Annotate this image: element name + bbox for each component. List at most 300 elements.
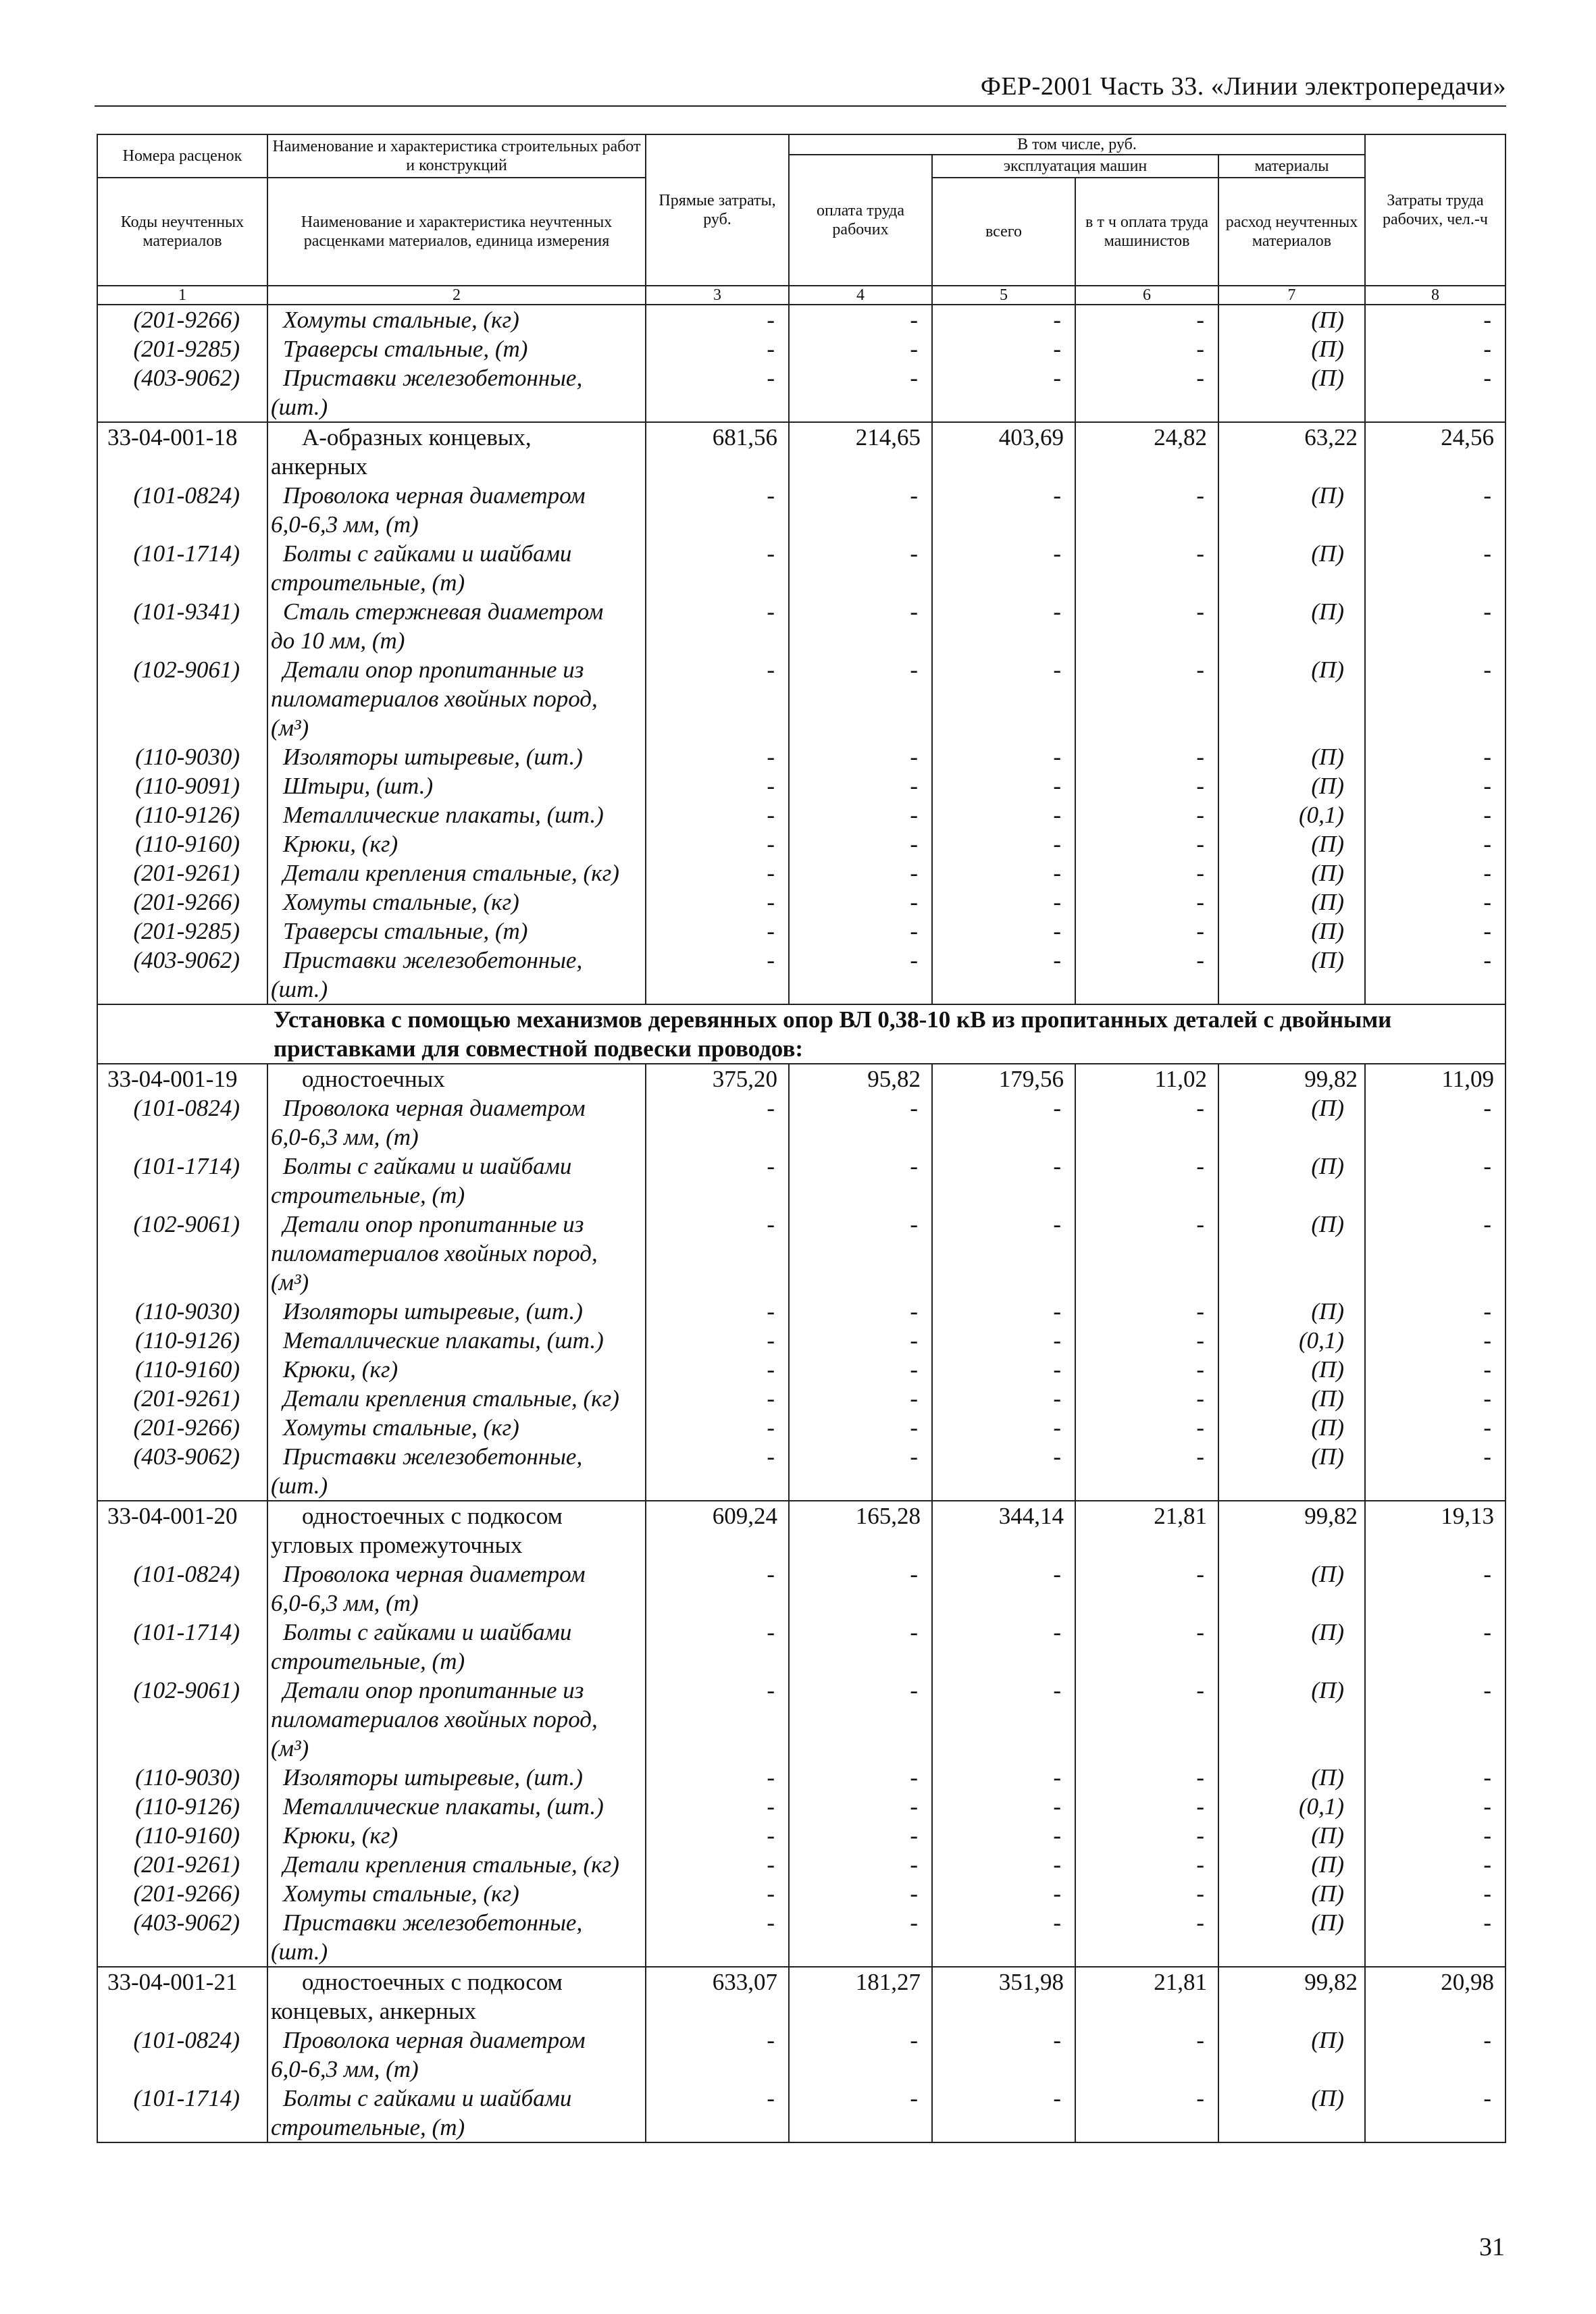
header-material-codes: Коды неучтенных материалов [97, 178, 267, 286]
labor-costs: - [1365, 2026, 1505, 2084]
name-line: Приставки железобетонные, [283, 947, 583, 973]
direct-cost: - [646, 1326, 789, 1355]
name-line: Изоляторы штыревые, (шт.) [283, 1764, 583, 1791]
machinists-pay: - [1075, 539, 1218, 597]
name-line: Проволока черная диаметром [283, 1095, 586, 1121]
labor-costs: - [1365, 363, 1505, 422]
direct-cost: - [646, 1297, 789, 1326]
machinists-pay: - [1075, 1094, 1218, 1152]
material-code: (102-9061) [97, 655, 267, 742]
direct-cost: - [646, 917, 789, 946]
direct-cost: - [646, 363, 789, 422]
worker-pay: - [789, 2026, 932, 2084]
machinists-pay: - [1075, 1413, 1218, 1442]
name-line: Изоляторы штыревые, (шт.) [283, 1298, 583, 1325]
direct-cost: - [646, 1850, 789, 1879]
name-line: Приставки железобетонные, [283, 1443, 583, 1470]
worker-pay: - [789, 917, 932, 946]
material-row [97, 2084, 1505, 2142]
material-name [267, 2084, 646, 2142]
materials: (П) [1218, 1413, 1365, 1442]
worker-pay: - [789, 742, 932, 771]
direct-cost: - [646, 858, 789, 888]
machines-total: - [932, 1879, 1075, 1908]
name-line: Детали опор пропитанные из [283, 1677, 584, 1703]
labor-costs: - [1365, 1763, 1505, 1792]
material-name [267, 1384, 646, 1413]
material-code: (201-9261) [97, 1384, 267, 1413]
material-code: (201-9266) [97, 888, 267, 917]
name-line: Хомуты стальные, (кг) [283, 1414, 519, 1441]
column-number: 3 [646, 286, 789, 305]
name-line: Сталь стержневая диаметром [283, 598, 604, 625]
materials: (П) [1218, 1355, 1365, 1384]
name-line: Штыри, (шт.) [283, 773, 434, 799]
material-row [97, 1792, 1505, 1821]
worker-pay: - [789, 1094, 932, 1152]
worker-pay: - [789, 1355, 932, 1384]
machinists-pay: 11,02 [1075, 1064, 1218, 1094]
name-line: (м³) [271, 1735, 309, 1762]
material-code: (110-9030) [97, 1297, 267, 1326]
header-machines: эксплуатация машин [932, 155, 1218, 178]
worker-pay: 214,65 [789, 422, 932, 481]
name-line: Болты с гайками и шайбами [283, 1619, 572, 1645]
material-code: (101-0824) [97, 2026, 267, 2084]
worker-pay: - [789, 1384, 932, 1413]
header-worker-pay: оплата труда рабочих [789, 155, 932, 286]
materials: (П) [1218, 597, 1365, 655]
worker-pay: - [789, 1908, 932, 1967]
materials: (0,1) [1218, 800, 1365, 829]
rate-row [97, 1064, 1505, 1094]
name-line: до 10 мм, (т) [271, 627, 405, 654]
materials: (П) [1218, 1384, 1365, 1413]
header-material-consumption: расход неучтенных материалов [1218, 178, 1365, 286]
material-row [97, 1908, 1505, 1967]
machines-total: 344,14 [932, 1501, 1075, 1560]
machinists-pay: - [1075, 1763, 1218, 1792]
name-line: Металлические плакаты, (шт.) [283, 1327, 604, 1354]
machines-total: - [932, 655, 1075, 742]
direct-cost: - [646, 771, 789, 800]
machines-total: - [932, 917, 1075, 946]
machines-total: - [932, 888, 1075, 917]
labor-costs: - [1365, 1560, 1505, 1618]
machines-total: - [932, 1618, 1075, 1676]
direct-cost: 633,07 [646, 1967, 789, 2026]
material-name [267, 1792, 646, 1821]
machines-total: - [932, 1792, 1075, 1821]
machinists-pay: - [1075, 1297, 1218, 1326]
rate-number: 33-04-001-19 [97, 1064, 267, 1094]
materials: (П) [1218, 334, 1365, 363]
header-work-name: Наименование и характеристика строительных работ и конструкций [267, 134, 646, 178]
machinists-pay: - [1075, 829, 1218, 858]
material-name [267, 2026, 646, 2084]
direct-cost: - [646, 946, 789, 1004]
page-number: 31 [1479, 2233, 1505, 2261]
materials: (П) [1218, 1618, 1365, 1676]
materials: 99,82 [1218, 1967, 1365, 2026]
machines-total: 179,56 [932, 1064, 1075, 1094]
name-line: строительные, (т) [271, 569, 465, 596]
name-line: Металлические плакаты, (шт.) [283, 1793, 604, 1820]
material-row [97, 888, 1505, 917]
name-line: Приставки железобетонные, [283, 1909, 583, 1936]
work-name [267, 422, 646, 481]
labor-costs: - [1365, 1879, 1505, 1908]
column-number: 1 [97, 286, 267, 305]
direct-cost: - [646, 2026, 789, 2084]
labor-costs: - [1365, 1442, 1505, 1501]
materials: 99,82 [1218, 1064, 1365, 1094]
machines-total: - [932, 1821, 1075, 1850]
name-line: Изоляторы штыревые, (шт.) [283, 744, 583, 770]
direct-cost: - [646, 305, 789, 334]
material-name [267, 946, 646, 1004]
material-name [267, 1850, 646, 1879]
machinists-pay: - [1075, 305, 1218, 334]
name-line: Проволока черная диаметром [283, 1561, 586, 1587]
worker-pay: - [789, 1326, 932, 1355]
materials: (0,1) [1218, 1326, 1365, 1355]
material-code: (201-9266) [97, 1879, 267, 1908]
materials: (П) [1218, 917, 1365, 946]
materials: (П) [1218, 771, 1365, 800]
column-number: 2 [267, 286, 646, 305]
worker-pay: - [789, 305, 932, 334]
material-name [267, 888, 646, 917]
machinists-pay: - [1075, 1821, 1218, 1850]
machinists-pay: - [1075, 1326, 1218, 1355]
materials: (П) [1218, 655, 1365, 742]
material-row [97, 1355, 1505, 1384]
machines-total: - [932, 597, 1075, 655]
machines-total: - [932, 1326, 1075, 1355]
material-code: (403-9062) [97, 363, 267, 422]
worker-pay: 181,27 [789, 1967, 932, 2026]
materials: (П) [1218, 305, 1365, 334]
machinists-pay: - [1075, 655, 1218, 742]
name-line: одностоечных с подкосом [302, 1503, 563, 1529]
name-line: Детали опор пропитанные из [283, 657, 584, 683]
machinists-pay: - [1075, 1850, 1218, 1879]
direct-cost: - [646, 1413, 789, 1442]
worker-pay: - [789, 363, 932, 422]
material-code: (201-9261) [97, 858, 267, 888]
labor-costs: - [1365, 1908, 1505, 1967]
material-name [267, 1355, 646, 1384]
worker-pay: - [789, 829, 932, 858]
labor-costs: - [1365, 2084, 1505, 2142]
section-heading-line: приставками для совместной подвески проводов: [274, 1035, 803, 1062]
labor-costs: 20,98 [1365, 1967, 1505, 2026]
header-material-names: Наименование и характеристика неучтенных расценками материалов, единица измерения [267, 178, 646, 286]
material-row [97, 305, 1505, 334]
material-row [97, 771, 1505, 800]
material-code: (101-1714) [97, 1152, 267, 1210]
labor-costs: - [1365, 771, 1505, 800]
machines-total: - [932, 363, 1075, 422]
material-row [97, 1413, 1505, 1442]
materials: (П) [1218, 2026, 1365, 2084]
machines-total: - [932, 829, 1075, 858]
labor-costs: - [1365, 1821, 1505, 1850]
material-code: (102-9061) [97, 1676, 267, 1763]
labor-costs: - [1365, 1413, 1505, 1442]
name-line: строительные, (т) [271, 1648, 465, 1674]
materials: (П) [1218, 1297, 1365, 1326]
machinists-pay: - [1075, 363, 1218, 422]
machinists-pay: - [1075, 888, 1218, 917]
material-name [267, 1442, 646, 1501]
machinists-pay: - [1075, 742, 1218, 771]
worker-pay: - [789, 1297, 932, 1326]
direct-cost: - [646, 1908, 789, 1967]
material-row [97, 1152, 1505, 1210]
material-code: (201-9266) [97, 305, 267, 334]
machinists-pay: - [1075, 1792, 1218, 1821]
direct-cost: - [646, 1618, 789, 1676]
direct-cost: - [646, 1560, 789, 1618]
materials: (П) [1218, 1879, 1365, 1908]
header-direct-costs: Прямые затраты, руб. [646, 134, 789, 286]
worker-pay: - [789, 334, 932, 363]
material-code: (110-9126) [97, 1792, 267, 1821]
name-line: строительные, (т) [271, 1182, 465, 1208]
name-line: Металлические плакаты, (шт.) [283, 802, 604, 828]
direct-cost: - [646, 2084, 789, 2142]
material-code: (110-9160) [97, 829, 267, 858]
machines-total: - [932, 539, 1075, 597]
worker-pay: - [789, 1676, 932, 1763]
machinists-pay: - [1075, 1676, 1218, 1763]
material-code: (102-9061) [97, 1210, 267, 1297]
material-name [267, 1763, 646, 1792]
materials: (П) [1218, 742, 1365, 771]
material-row [97, 800, 1505, 829]
material-name [267, 1618, 646, 1676]
material-row [97, 742, 1505, 771]
name-line: Траверсы стальные, (т) [283, 918, 528, 944]
worker-pay: - [789, 858, 932, 888]
materials: (П) [1218, 829, 1365, 858]
labor-costs: - [1365, 305, 1505, 334]
worker-pay: - [789, 800, 932, 829]
materials: (П) [1218, 858, 1365, 888]
machinists-pay: - [1075, 334, 1218, 363]
worker-pay: - [789, 1792, 932, 1821]
materials: (П) [1218, 363, 1365, 422]
machines-total: - [932, 1442, 1075, 1501]
labor-costs: - [1365, 1152, 1505, 1210]
labor-costs: 24,56 [1365, 422, 1505, 481]
machines-total: 403,69 [932, 422, 1075, 481]
name-line: концевых, анкерных [271, 1998, 476, 2024]
machines-total: - [932, 481, 1075, 539]
material-name [267, 1152, 646, 1210]
material-name [267, 1210, 646, 1297]
material-name [267, 539, 646, 597]
material-name [267, 597, 646, 655]
material-name [267, 1326, 646, 1355]
labor-costs: - [1365, 597, 1505, 655]
material-name [267, 334, 646, 363]
labor-costs: - [1365, 742, 1505, 771]
direct-cost: - [646, 597, 789, 655]
labor-costs: - [1365, 1618, 1505, 1676]
material-code: (101-1714) [97, 2084, 267, 2142]
direct-cost: - [646, 1355, 789, 1384]
worker-pay: - [789, 1821, 932, 1850]
column-number: 7 [1218, 286, 1365, 305]
material-row [97, 829, 1505, 858]
labor-costs: - [1365, 858, 1505, 888]
direct-cost: 375,20 [646, 1064, 789, 1094]
name-line: Хомуты стальные, (кг) [283, 889, 519, 915]
name-line: А-образных концевых, [302, 424, 532, 451]
worker-pay: - [789, 1879, 932, 1908]
worker-pay: - [789, 1850, 932, 1879]
direct-cost: - [646, 829, 789, 858]
material-code: (110-9091) [97, 771, 267, 800]
name-line: Крюки, (кг) [283, 1356, 398, 1383]
name-line: (шт.) [271, 394, 328, 420]
material-row [97, 334, 1505, 363]
direct-cost: - [646, 655, 789, 742]
materials: (П) [1218, 1763, 1365, 1792]
rates-table [97, 134, 1506, 2143]
material-row [97, 539, 1505, 597]
machinists-pay: - [1075, 1879, 1218, 1908]
machines-total: - [932, 1413, 1075, 1442]
machinists-pay: 24,82 [1075, 422, 1218, 481]
worker-pay: - [789, 1413, 932, 1442]
machines-total: 351,98 [932, 1967, 1075, 2026]
name-line: 6,0-6,3 мм, (т) [271, 1590, 419, 1616]
material-row [97, 1879, 1505, 1908]
rate-row [97, 1501, 1505, 1560]
name-line: (шт.) [271, 976, 328, 1002]
worker-pay: - [789, 1210, 932, 1297]
material-name [267, 305, 646, 334]
name-line: Детали крепления стальные, (кг) [283, 1385, 619, 1412]
name-line: Хомуты стальные, (кг) [283, 307, 519, 333]
material-code: (101-0824) [97, 1560, 267, 1618]
materials: 63,22 [1218, 422, 1365, 481]
material-code: (201-9285) [97, 334, 267, 363]
direct-cost: - [646, 334, 789, 363]
material-code: (101-9341) [97, 597, 267, 655]
direct-cost: - [646, 1384, 789, 1413]
material-code: (110-9160) [97, 1821, 267, 1850]
name-line: пиломатериалов хвойных пород, [271, 1706, 598, 1732]
labor-costs: - [1365, 1297, 1505, 1326]
header-including: В том числе, руб. [789, 134, 1365, 155]
worker-pay: 95,82 [789, 1064, 932, 1094]
name-line: Болты с гайками и шайбами [283, 1153, 572, 1179]
machines-total: - [932, 800, 1075, 829]
labor-costs: - [1365, 1094, 1505, 1152]
work-name [267, 1967, 646, 2026]
direct-cost: 681,56 [646, 422, 789, 481]
materials: (П) [1218, 1850, 1365, 1879]
machines-total: - [932, 1908, 1075, 1967]
column-number: 6 [1075, 286, 1218, 305]
rate-row [97, 422, 1505, 481]
machines-total: - [932, 334, 1075, 363]
rate-row [97, 1967, 1505, 2026]
header-materials: материалы [1218, 155, 1365, 178]
labor-costs: - [1365, 1850, 1505, 1879]
direct-cost: - [646, 1094, 789, 1152]
column-numbers-row [97, 286, 1505, 305]
machinists-pay: - [1075, 481, 1218, 539]
machines-total: - [932, 1676, 1075, 1763]
material-row [97, 1297, 1505, 1326]
machinists-pay: - [1075, 1384, 1218, 1413]
material-code: (403-9062) [97, 1442, 267, 1501]
material-code: (110-9126) [97, 800, 267, 829]
page-header [95, 72, 1506, 107]
material-name [267, 742, 646, 771]
name-line: Болты с гайками и шайбами [283, 540, 572, 567]
name-line: одностоечных [302, 1066, 445, 1092]
worker-pay: - [789, 655, 932, 742]
worker-pay: - [789, 1442, 932, 1501]
name-line: Детали крепления стальные, (кг) [283, 1851, 619, 1878]
name-line: Траверсы стальные, (т) [283, 336, 528, 362]
machines-total: - [932, 742, 1075, 771]
machines-total: - [932, 2026, 1075, 2084]
machines-total: - [932, 1763, 1075, 1792]
material-code: (110-9126) [97, 1326, 267, 1355]
material-row [97, 1821, 1505, 1850]
material-name [267, 655, 646, 742]
material-row [97, 1210, 1505, 1297]
machinists-pay: - [1075, 1210, 1218, 1297]
material-code: (201-9285) [97, 917, 267, 946]
name-line: Детали крепления стальные, (кг) [283, 860, 619, 886]
name-line: Крюки, (кг) [283, 1822, 398, 1849]
material-code: (201-9261) [97, 1850, 267, 1879]
labor-costs: - [1365, 1676, 1505, 1763]
machines-total: - [932, 1094, 1075, 1152]
direct-cost: - [646, 1152, 789, 1210]
machinists-pay: - [1075, 2084, 1218, 2142]
rate-number: 33-04-001-20 [97, 1501, 267, 1560]
material-row [97, 655, 1505, 742]
worker-pay: - [789, 2084, 932, 2142]
name-line: 6,0-6,3 мм, (т) [271, 511, 419, 538]
machinists-pay: - [1075, 2026, 1218, 2084]
work-name [267, 1501, 646, 1560]
direct-cost: 609,24 [646, 1501, 789, 1560]
name-line: 6,0-6,3 мм, (т) [271, 1124, 419, 1150]
column-number: 8 [1365, 286, 1505, 305]
material-name [267, 1297, 646, 1326]
machines-total: - [932, 1152, 1075, 1210]
material-name [267, 481, 646, 539]
material-name [267, 1908, 646, 1967]
materials: (П) [1218, 539, 1365, 597]
labor-costs: - [1365, 1355, 1505, 1384]
name-line: Хомуты стальные, (кг) [283, 1880, 519, 1907]
machines-total: - [932, 1355, 1075, 1384]
machinists-pay: - [1075, 1355, 1218, 1384]
worker-pay: - [789, 539, 932, 597]
